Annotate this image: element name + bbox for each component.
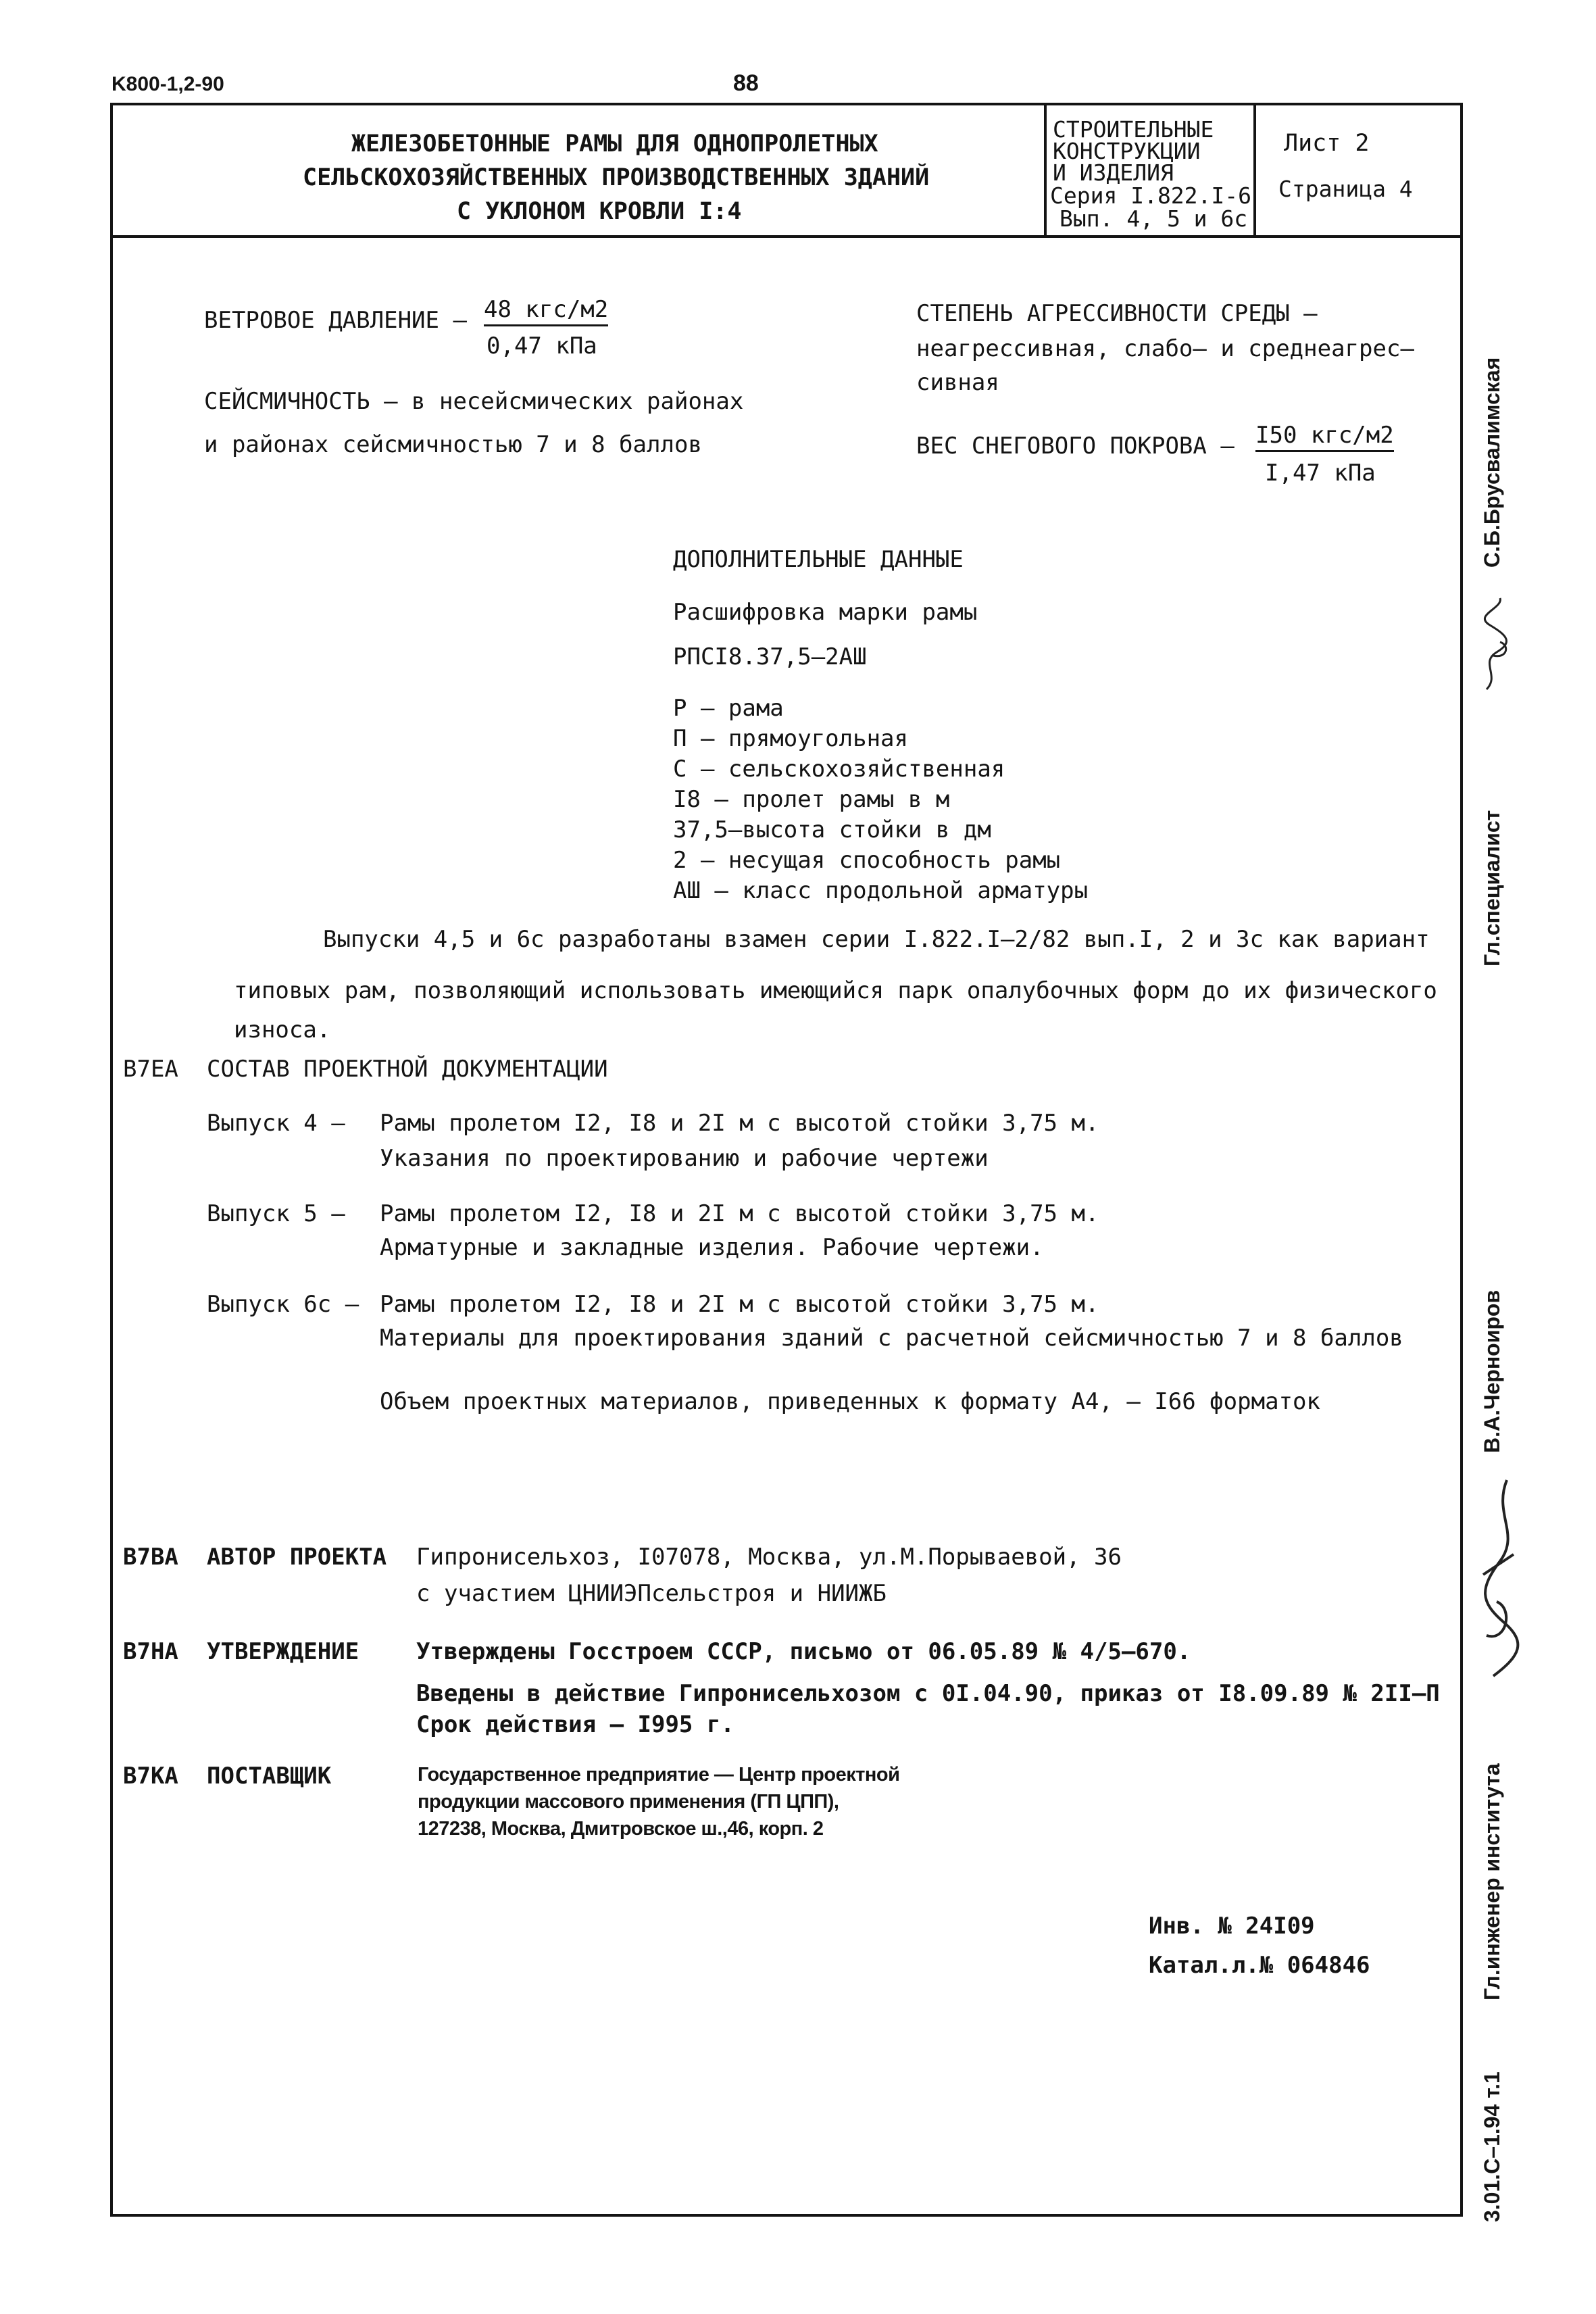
seismic-line-2: и районах сейсмичностью 7 и 8 баллов: [204, 431, 702, 458]
frame-mark: РПСI8.37,5–2АШ: [673, 643, 867, 670]
approval-line-2: Введены в действие Гипронисельхозом с 0I.04.90, приказ от I8.09.89 № 2II–П: [416, 1680, 1440, 1707]
category-line-1: СТРОИТЕЛЬНЫЕ: [1053, 116, 1214, 143]
seismic-line-1: СЕЙСМИЧНОСТЬ – в несейсмических районах: [204, 388, 744, 415]
mark-legend-item: Р – рама: [673, 695, 784, 722]
wind-pressure-kgs: 48 кгс/м2: [484, 296, 611, 323]
snow-label: ВЕС СНЕГОВОГО ПОКРОВА –: [916, 433, 1235, 460]
issue-line-2: Материалы для проектирования зданий с расчетной сейсмичностью 7 и 8 баллов: [380, 1325, 1403, 1352]
composition-heading: СОСТАВ ПРОЕКТНОЙ ДОКУМЕНТАЦИИ: [207, 1056, 608, 1083]
chief-engineer-signature: [1466, 1473, 1530, 1696]
catalog-sheet-number: Катал.л.№ 064846: [1149, 1952, 1370, 1979]
aggressiveness-line-1: СТЕПЕНЬ АГРЕССИВНОСТИ СРЕДЫ –: [916, 300, 1318, 327]
document-code: 3.01.С–1.94 т.1: [1480, 2071, 1504, 2222]
volume-statement: Объем проектных материалов, приведенных к формату А4, – I66 форматок: [380, 1388, 1320, 1415]
supplier-line-2: продукции массового применения (ГП ЦПП),: [418, 1791, 839, 1813]
author-line-1: Гипронисельхоз, I07078, Москва, ул.М.Порываевой, 36: [416, 1544, 1122, 1571]
issue-label: Выпуск 5 –: [207, 1200, 345, 1227]
mark-legend-item: АШ – класс продольной арматуры: [673, 877, 1089, 904]
inventory-number: Инв. № 24I09: [1149, 1913, 1315, 1940]
mark-legend-item: С – сельскохозяйственная: [673, 756, 1005, 783]
header-divider: [110, 235, 1463, 238]
wind-pressure-kpa: 0,47 кПа: [487, 333, 597, 360]
approval-line-3: Срок действия – I995 г.: [416, 1711, 734, 1738]
specialist-name: С.Б.Брусвалимская: [1480, 357, 1504, 568]
mark-legend-item: I8 – пролет рамы в м: [673, 786, 950, 813]
wind-label: ВЕТРОВОЕ ДАВЛЕНИЕ –: [204, 307, 467, 334]
section-code: В7КА: [123, 1763, 178, 1790]
author-line-2: с участием ЦНИИЭПсельстроя и НИИЖБ: [416, 1580, 887, 1607]
header-title-line-2: СЕЛЬСКОХОЗЯЙСТВЕННЫХ ПРОИЗВОДСТВЕННЫХ ЗДАНИЙ: [303, 164, 930, 191]
replacement-paragraph-line-3: износа.: [234, 1016, 331, 1043]
header-title-line-1: ЖЕЛЕЗОБЕТОННЫЕ РАМЫ ДЛЯ ОДНОПРОЛЕТНЫХ: [351, 130, 878, 157]
mark-legend-item: П – прямоугольная: [673, 725, 908, 752]
snow-load-kgs: I50 кгс/м2: [1255, 422, 1394, 449]
supplier-line-1: Государственное предприятие — Центр проектной: [418, 1764, 900, 1786]
issue-line-1: Рамы пролетом I2, I8 и 2I м с высотой стойки 3,75 м.: [380, 1291, 1099, 1318]
issue-line-2: Указания по проектированию и рабочие чертежи: [380, 1145, 989, 1172]
mark-decoding-heading: Расшифровка марки рамы: [673, 599, 978, 626]
issue-line-2: Арматурные и закладные изделия. Рабочие чертежи.: [380, 1234, 1044, 1261]
issue-line-1: Рамы пролетом I2, I8 и 2I м с высотой стойки 3,75 м.: [380, 1200, 1099, 1227]
category-series: Серия I.822.I-6: [1050, 182, 1252, 209]
aggressiveness-line-2: неагрессивная, слабо– и среднеагрес–: [916, 335, 1414, 362]
header-title-line-3: С УКЛОНОМ КРОВЛИ I:4: [457, 198, 742, 225]
section-code: В7НА: [123, 1638, 178, 1665]
approval-line-1: Утверждены Госстроем СССР, письмо от 06.05.89 № 4/5–670.: [416, 1638, 1191, 1665]
header-column-divider-2: [1253, 103, 1256, 237]
approval-label: УТВЕРЖДЕНИЕ: [207, 1638, 359, 1665]
album-code: K800-1,2-90: [111, 73, 224, 95]
aggressiveness-line-3: сивная: [916, 369, 999, 396]
issue-line-1: Рамы пролетом I2, I8 и 2I м с высотой стойки 3,75 м.: [380, 1110, 1099, 1137]
replacement-paragraph-line-1: Выпуски 4,5 и 6с разработаны взамен серии I.822.I–2/82 вып.I, 2 и 3с как вариант: [323, 926, 1430, 953]
replacement-paragraph-line-2: типовых рам, позволяющий использовать имеющийся парк опалубочных форм до их физического: [234, 977, 1437, 1004]
mark-legend-item: 2 – несущая способность рамы: [673, 847, 1061, 874]
issue-label: Выпуск 4 –: [207, 1110, 345, 1137]
sheet-number: Лист 2: [1284, 130, 1370, 157]
specialist-signature: [1473, 595, 1520, 696]
category-line-2: КОНСТРУКЦИИ: [1053, 138, 1201, 164]
category-line-3: И ИЗДЕЛИЯ: [1053, 159, 1174, 186]
page-label: Страница 4: [1278, 176, 1413, 202]
chief-engineer-role: Гл.инженер института: [1480, 1763, 1504, 2000]
issue-label: Выпуск 6с –: [207, 1291, 359, 1318]
category-issues: Вып. 4, 5 и 6с: [1059, 205, 1248, 232]
supplier-label: ПОСТАВЩИК: [207, 1763, 332, 1790]
section-code: В7ВА: [123, 1544, 178, 1571]
additional-heading: ДОПОЛНИТЕЛЬНЫЕ ДАННЫЕ: [673, 546, 964, 573]
chief-engineer-name: В.А.Черноиров: [1480, 1289, 1504, 1453]
snow-load-kpa: I,47 кПа: [1265, 460, 1376, 487]
section-code: В7ЕА: [123, 1056, 178, 1083]
specialist-role: Гл.специалист: [1480, 810, 1504, 966]
author-label: АВТОР ПРОЕКТА: [207, 1544, 387, 1571]
page-number: 88: [733, 70, 759, 96]
mark-legend-item: 37,5–высота стойки в дм: [673, 816, 991, 843]
header-column-divider-1: [1044, 103, 1047, 237]
supplier-line-3: 127238, Москва, Дмитровское ш.,46, корп. 2: [418, 1818, 824, 1840]
